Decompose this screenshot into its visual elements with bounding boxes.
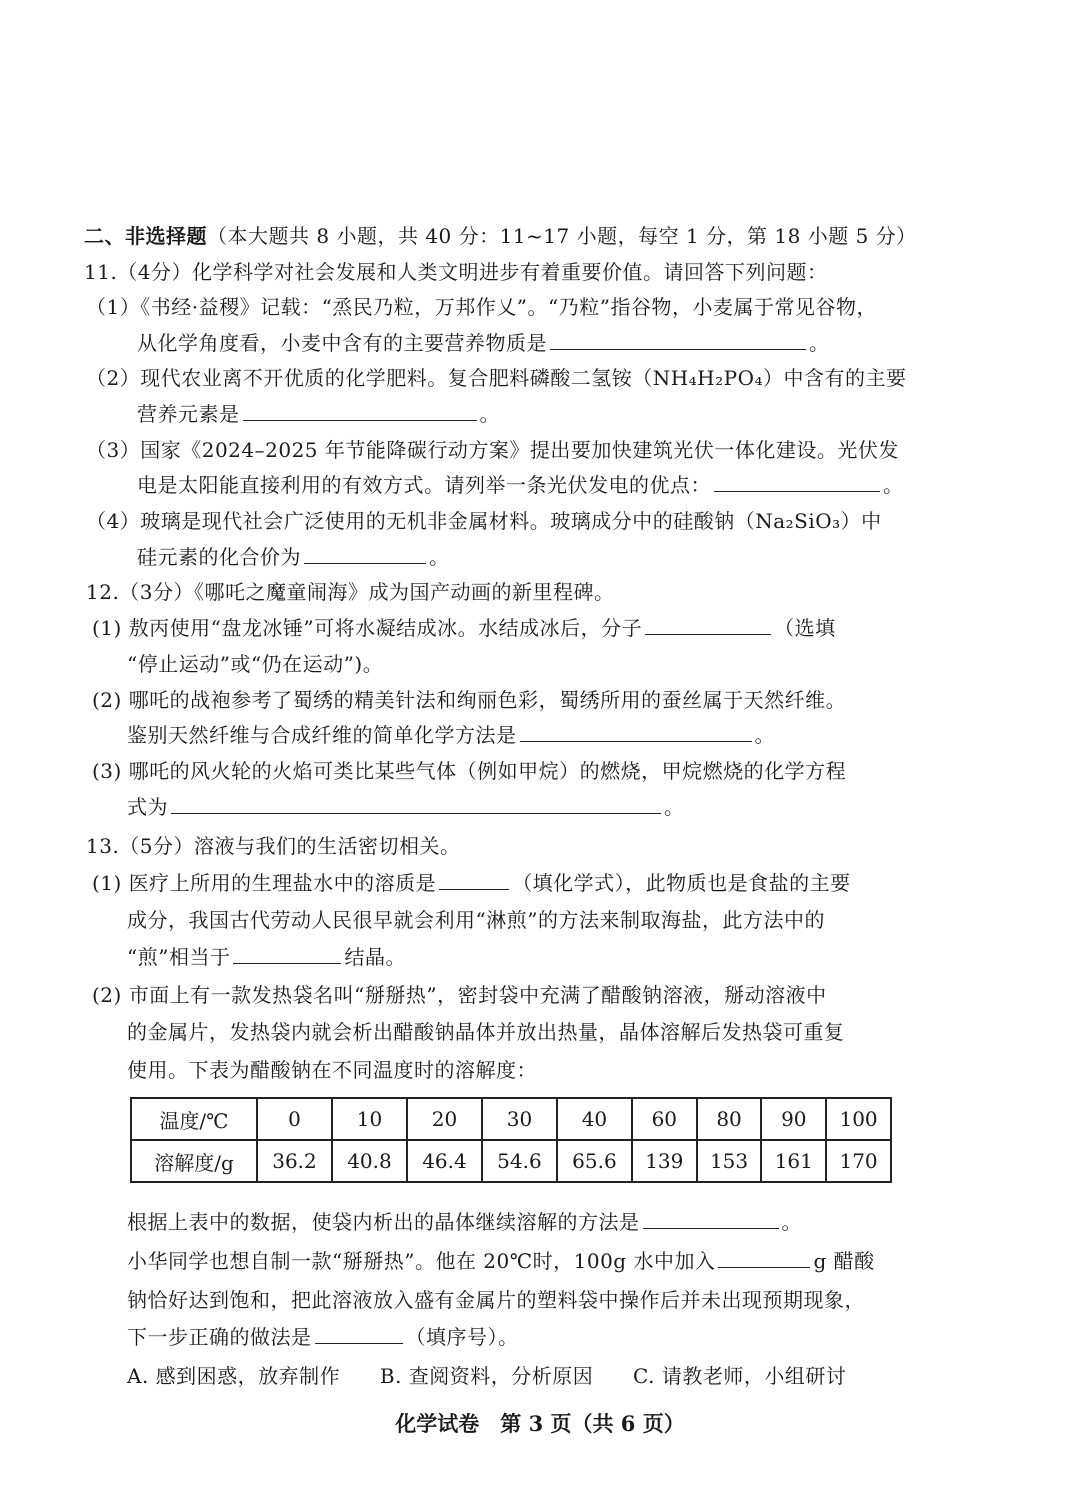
q11-p4-line1: （4）玻璃是现代社会广泛使用的无机非金属材料。玻璃成分中的硅酸钠（Na₂SiO₃）中 bbox=[86, 509, 882, 533]
q13-heading: 13.（5分）溶液与我们的生活密切相关。 bbox=[86, 834, 461, 858]
q13-p1-line3: “煎”相当于 结晶。 bbox=[127, 945, 406, 969]
table-cell: 46.4 bbox=[407, 1140, 482, 1182]
answer-blank[interactable] bbox=[243, 402, 477, 421]
answer-blank[interactable] bbox=[718, 1249, 810, 1268]
table-cell: 65.6 bbox=[557, 1140, 632, 1182]
q12-p2-line2: 鉴别天然纤维与合成纤维的简单化学方法是 。 bbox=[127, 723, 775, 747]
page-footer: 化学试卷 第 3 页（共 6 页） bbox=[395, 1411, 685, 1436]
answer-blank[interactable] bbox=[304, 545, 426, 564]
table-row bbox=[131, 1140, 891, 1182]
answer-blank[interactable] bbox=[171, 795, 661, 814]
table-cell: 170 bbox=[826, 1140, 891, 1182]
table-cell: 80 bbox=[697, 1098, 762, 1140]
q12-p1-line1: (1) 敖丙使用“盘龙冰锤”可将水凝结成冰。水结成冰后，分子 （选填 bbox=[92, 616, 836, 640]
section-note: （本大题共 8 小题，共 40 分：11~17 小题，每空 1 分，第 18 小题 5 分） bbox=[207, 224, 917, 248]
q12-heading: 12.（3分）《哪吒之魔童闹海》成为国产动画的新里程碑。 bbox=[86, 580, 615, 604]
table-cell: 139 bbox=[632, 1140, 697, 1182]
answer-blank[interactable] bbox=[315, 1325, 403, 1344]
table-cell: 54.6 bbox=[482, 1140, 557, 1182]
table-cell: 60 bbox=[632, 1098, 697, 1140]
answer-blank[interactable] bbox=[714, 473, 880, 492]
table-cell: 20 bbox=[407, 1098, 482, 1140]
option-a[interactable]: A. 感到困惑，放弃制作 bbox=[127, 1364, 341, 1388]
answer-blank[interactable] bbox=[643, 1210, 779, 1229]
table-header-cell: 溶解度/g bbox=[131, 1140, 257, 1182]
q13-p4-line1: 小华同学也想自制一款“掰掰热”。他在 20℃时，100g 水中加入 g 醋酸 bbox=[127, 1249, 875, 1273]
answer-blank[interactable] bbox=[439, 871, 509, 890]
table-cell: 40 bbox=[557, 1098, 632, 1140]
q12-p3-line2: 式为 。 bbox=[127, 795, 685, 819]
table-cell: 100 bbox=[826, 1098, 891, 1140]
table-cell: 30 bbox=[482, 1098, 557, 1140]
q13-p1-line2: 成分，我国古代劳动人民很早就会利用“淋煎”的方法来制取海盐，此方法中的 bbox=[127, 908, 825, 932]
answer-blank[interactable] bbox=[233, 945, 341, 964]
section-title: 二、非选择题 bbox=[84, 224, 207, 248]
option-c[interactable]: C. 请教老师，小组研讨 bbox=[633, 1364, 847, 1388]
table-cell: 90 bbox=[761, 1098, 826, 1140]
solubility-table bbox=[130, 1097, 892, 1183]
q12-p2-line1: (2) 哪吒的战袍参考了蜀绣的精美针法和绚丽色彩，蜀绣所用的蚕丝属于天然纤维。 bbox=[92, 688, 847, 712]
q13-p2-line3: 使用。下表为醋酸钠在不同温度时的溶解度： bbox=[127, 1058, 537, 1082]
table-cell: 10 bbox=[332, 1098, 407, 1140]
q13-p4-line2: 钠恰好达到饱和，把此溶液放入盛有金属片的塑料袋中操作后并未出现预期现象， bbox=[127, 1288, 865, 1312]
q13-p2-line2: 的金属片，发热袋内就会析出醋酸钠晶体并放出热量，晶体溶解后发热袋可重复 bbox=[127, 1020, 845, 1044]
q11-p4-line2: 硅元素的化合价为 。 bbox=[137, 545, 450, 569]
q12-p1-line2: “停止运动”或“仍在运动”)。 bbox=[127, 652, 384, 676]
q11-p1-line2: 从化学角度看，小麦中含有的主要营养物质是 。 bbox=[137, 331, 830, 355]
table-cell: 0 bbox=[257, 1098, 332, 1140]
answer-blank[interactable] bbox=[520, 723, 752, 742]
table-cell: 36.2 bbox=[257, 1140, 332, 1182]
q13-p3-line: 根据上表中的数据，使袋内析出的晶体继续溶解的方法是 。 bbox=[127, 1210, 802, 1234]
table-cell: 153 bbox=[697, 1140, 762, 1182]
q11-p2-line1: （2）现代农业离不开优质的化学肥料。复合肥料磷酸二氢铵（NH₄H₂PO₄）中含有的主要 bbox=[86, 366, 907, 390]
q13-p1-line1: (1) 医疗上所用的生理盐水中的溶质是 （填化学式），此物质也是食盐的主要 bbox=[92, 871, 851, 895]
q13-p2-line1: (2) 市面上有一款发热袋名叫“掰掰热”，密封袋中充满了醋酸钠溶液，掰动溶液中 bbox=[92, 983, 827, 1007]
answer-blank[interactable] bbox=[550, 331, 806, 350]
q12-p3-line1: (3) 哪吒的风火轮的火焰可类比某些气体（例如甲烷）的燃烧，甲烷燃烧的化学方程 bbox=[92, 759, 847, 783]
answer-blank[interactable] bbox=[645, 616, 771, 635]
q11-p3-line2: 电是太阳能直接利用的有效方式。请列举一条光伏发电的优点： 。 bbox=[137, 473, 904, 497]
q11-p1-line1: （1）《书经·益稷》记载：“烝民乃粒，万邦作乂”。“乃粒”指谷物，小麦属于常见谷物， bbox=[86, 295, 877, 319]
table-cell: 40.8 bbox=[332, 1140, 407, 1182]
q13-p4-line3: 下一步正确的做法是 （填序号）。 bbox=[127, 1325, 519, 1349]
q11-p2-line2: 营养元素是 。 bbox=[137, 402, 500, 426]
table-cell: 161 bbox=[761, 1140, 826, 1182]
table-header-cell: 温度/℃ bbox=[131, 1098, 257, 1140]
q11-p1-text: 从化学角度看，小麦中含有的主要营养物质是 bbox=[137, 331, 547, 355]
q13-options bbox=[127, 1362, 846, 1390]
section-header bbox=[84, 222, 917, 250]
q11-p3-line1: （3）国家《2024–2025 年节能降碳行动方案》提出要加快建筑光伏一体化建设。光伏发 bbox=[86, 438, 899, 462]
option-b[interactable]: B. 查阅资料，分析原因 bbox=[379, 1364, 594, 1388]
table-row bbox=[131, 1098, 891, 1140]
q11-heading: 11.（4分）化学科学对社会发展和人类文明进步有着重要价值。请回答下列问题： bbox=[84, 260, 828, 284]
